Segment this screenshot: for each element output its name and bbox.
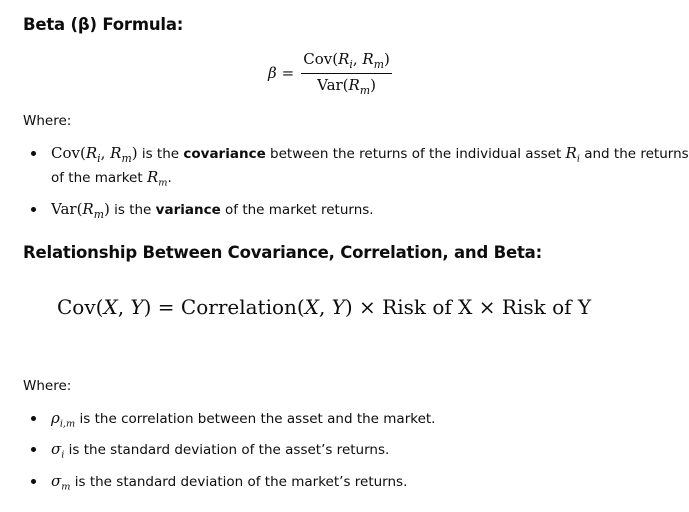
bullet-correlation [51,408,435,434]
bullet-dot [31,447,36,452]
bullet-covariance-line2 [51,167,172,193]
rm-subscript: m [373,57,384,71]
rm-subscript: m [93,207,104,221]
times-sign: × [472,295,502,319]
y-variable: Y [130,295,144,319]
bullet-dot [31,479,36,484]
comma: , [100,144,111,162]
bullet-covariance [51,143,689,169]
sigma-subscript: m [61,481,71,493]
correlation-fn: Correlation( [180,295,305,319]
bullet-text: is the standard deviation of the market’s returns. [70,474,408,490]
bullet-dot [31,207,36,212]
beta-formula [268,50,392,97]
equals-sign: = [281,64,295,83]
relationship-heading: Relationship Between Covariance, Correlation, and Beta: [23,243,543,262]
sigma-symbol: σ [51,440,62,458]
bold-term-variance: variance [155,202,221,218]
close-paren: ) [103,200,110,218]
bullet-dot [31,416,36,421]
var-fn: Var( [317,75,349,94]
bullet-text: of the market returns. [220,202,374,218]
rm-subscript: m [121,151,132,165]
bullet-sigma-i [51,439,389,465]
beta-denominator [315,74,378,97]
rho-symbol: ρ [51,409,60,427]
bullet-text: between the returns of the individual asset [265,146,566,162]
risk-of-y: Risk of Y [501,295,592,319]
ri-symbol: R [338,50,350,68]
ri-subscript: i [97,151,101,165]
beta-fraction [301,50,392,97]
ri-subscript: i [349,57,353,71]
var-fn: Var( [51,200,83,218]
comma: , [352,50,363,68]
ri-symbol: R [565,144,577,162]
close-paren: ) [131,144,138,162]
rm-symbol: R [110,144,122,162]
x-variable: X [304,295,319,319]
relationship-formula [57,295,591,319]
close-paren: ) [383,50,390,68]
rm-subscript: m [158,177,168,189]
bullet-variance [51,199,374,225]
cov-fn: Cov( [57,295,104,319]
y-variable: Y [331,295,345,319]
bold-term-covariance: covariance [183,146,266,162]
rm-subscript: m [359,83,371,97]
bullet-text: is the correlation between the asset and the market. [75,411,436,427]
rm-symbol: R [82,200,94,218]
period: . [167,170,172,186]
comma: , [117,295,131,319]
bullet-text: is the [137,146,184,162]
close-paren: ) [344,295,353,319]
where-label-2: Where: [23,378,72,394]
close-paren: ) [143,295,152,319]
bullet-sigma-m [51,471,407,497]
beta-formula-heading: Beta (β) Formula: [23,15,184,34]
rm-symbol: R [362,50,374,68]
risk-of-x: Risk of X [382,295,473,319]
sigma-subscript: i [61,449,65,461]
close-paren: ) [370,75,376,94]
sigma-symbol: σ [51,472,62,490]
beta-symbol: β [268,64,277,83]
bullet-text: of the market [51,170,147,186]
bullet-text: and the returns [579,146,689,162]
x-variable: X [103,295,118,319]
comma: , [318,295,332,319]
cov-fn: Cov( [51,144,86,162]
rm-symbol: R [146,168,159,186]
rm-symbol: R [348,75,360,94]
equals-sign: = [151,295,181,319]
beta-numerator [301,50,392,73]
ri-symbol: R [85,144,98,162]
rho-subscript: i,m [59,418,76,430]
cov-fn: Cov( [303,50,339,68]
bullet-text: is the [109,202,156,218]
where-label-1: Where: [23,113,72,129]
times-sign: × [352,295,383,319]
bullet-text: is the standard deviation of the asset’s returns. [64,442,390,458]
ri-subscript: i [576,153,580,165]
bullet-dot [31,151,36,156]
